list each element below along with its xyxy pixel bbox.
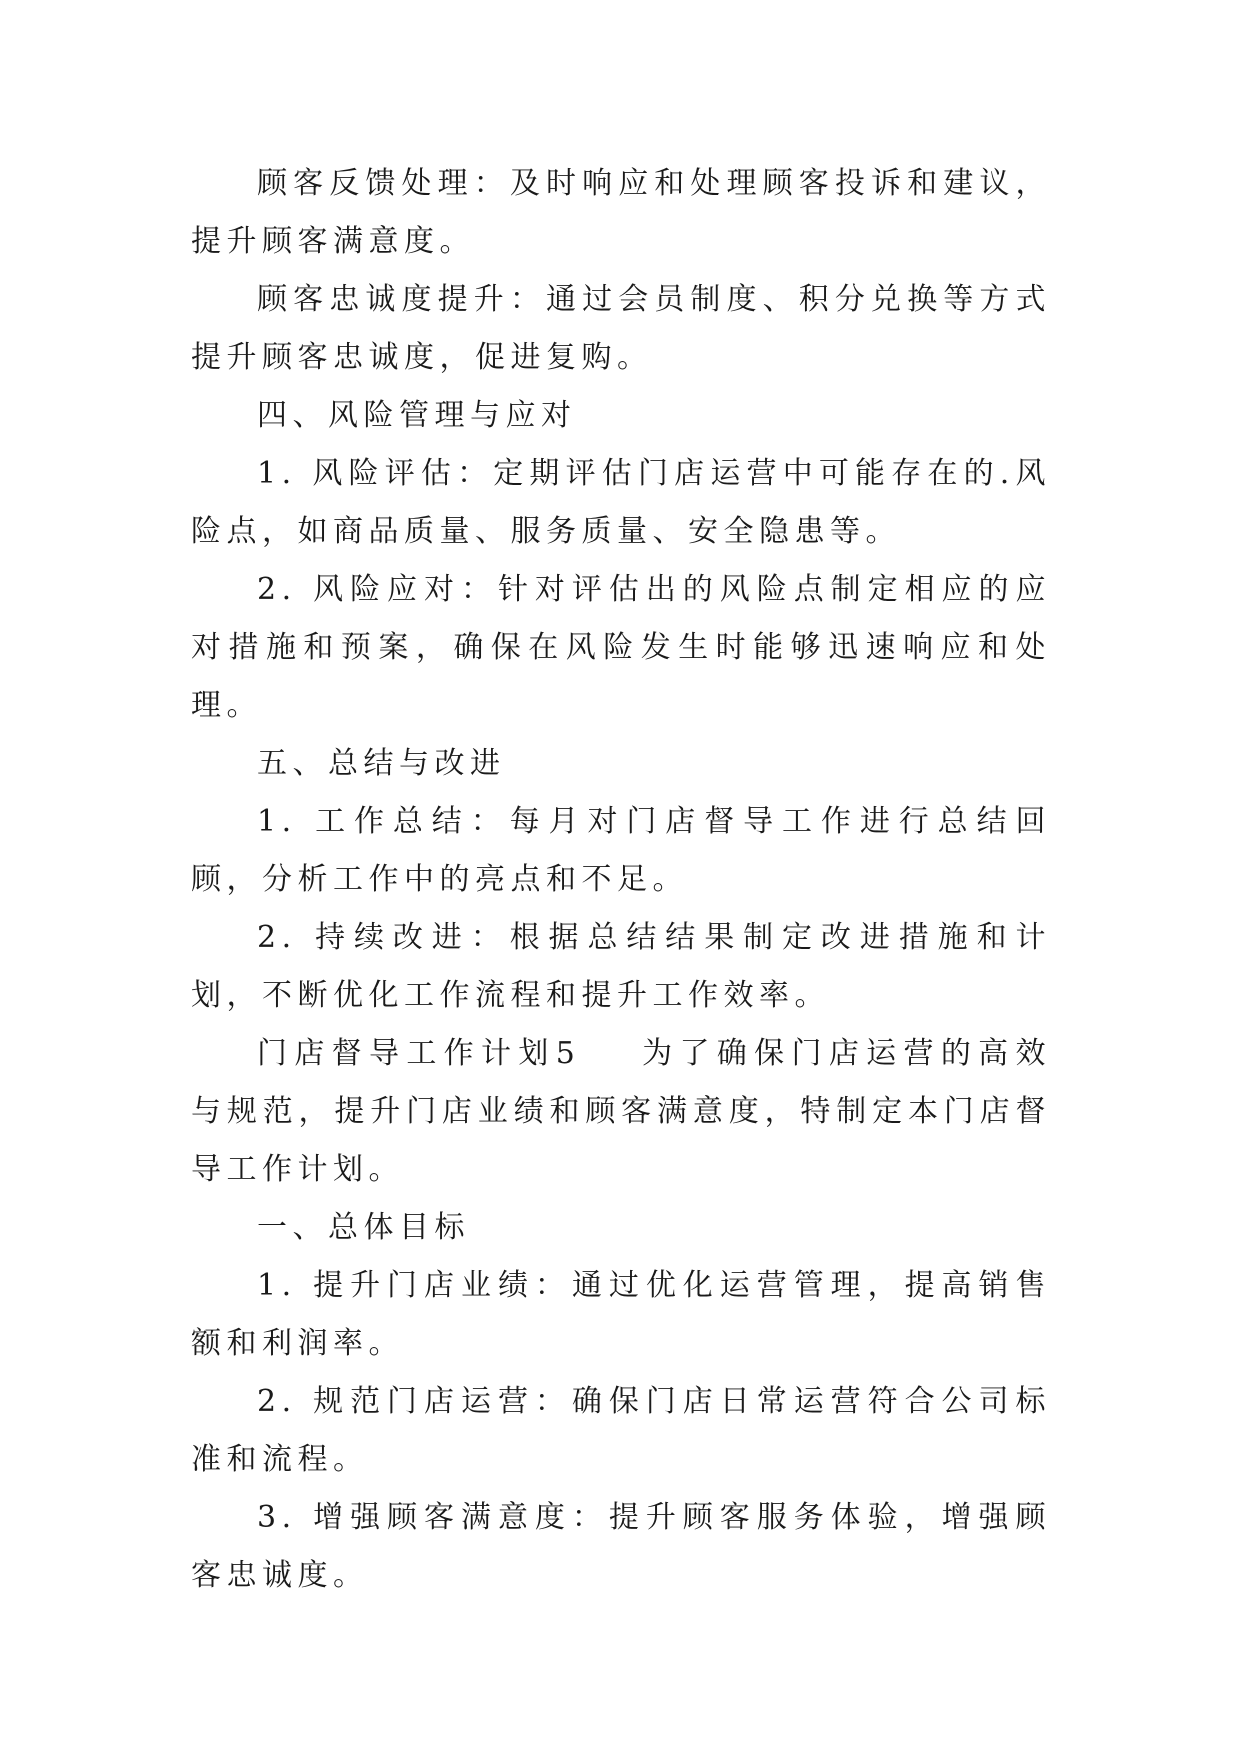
paragraph-customer-feedback: 顾客反馈处理：及时响应和处理顾客投诉和建议，提升顾客满意度。 [191,166,1051,259]
document-body [191,155,1051,1605]
plan-intro-text: 为了确保门店运营的高效与规范，提升门店业绩和顾客满意度，特制定本门店督导工作计划。 [191,1036,1052,1187]
paragraph-risk-response: 2. 风险应对：针对评估出的风险点制定相应的应对措施和预案，确保在风险发生时能够迅速响应和处理。 [191,572,1051,723]
paragraph-customer-loyalty: 顾客忠诚度提升：通过会员制度、积分兑换等方式提升顾客忠诚度，促进复购。 [191,282,1051,375]
paragraph-work-summary: 1. 工作总结：每月对门店督导工作进行总结回顾，分析工作中的亮点和不足。 [191,804,1051,897]
paragraph-plan-intro [191,1025,1051,1199]
paragraph-goal-performance: 1. 提升门店业绩：通过优化运营管理，提高销售额和利润率。 [191,1268,1051,1361]
plan-title: 门店督导工作计划5 [257,1036,581,1071]
paragraph-goal-operations: 2. 规范门店运营：确保门店日常运营符合公司标准和流程。 [191,1384,1051,1477]
paragraph-continuous-improvement: 2. 持续改进：根据总结结果制定改进措施和计划，不断优化工作流程和提升工作效率。 [191,920,1051,1013]
paragraph-goal-satisfaction: 3. 增强顾客满意度：提升顾客服务体验，增强顾客忠诚度。 [191,1500,1051,1593]
section-heading-overall-goals: 一、总体目标 [257,1210,470,1245]
paragraph-risk-assessment: 1. 风险评估：定期评估门店运营中可能存在的.风险点，如商品质量、服务质量、安全隐患等。 [191,456,1051,549]
section-heading-risk-management: 四、风险管理与应对 [257,398,577,433]
section-heading-summary-improvement: 五、总结与改进 [257,746,506,781]
